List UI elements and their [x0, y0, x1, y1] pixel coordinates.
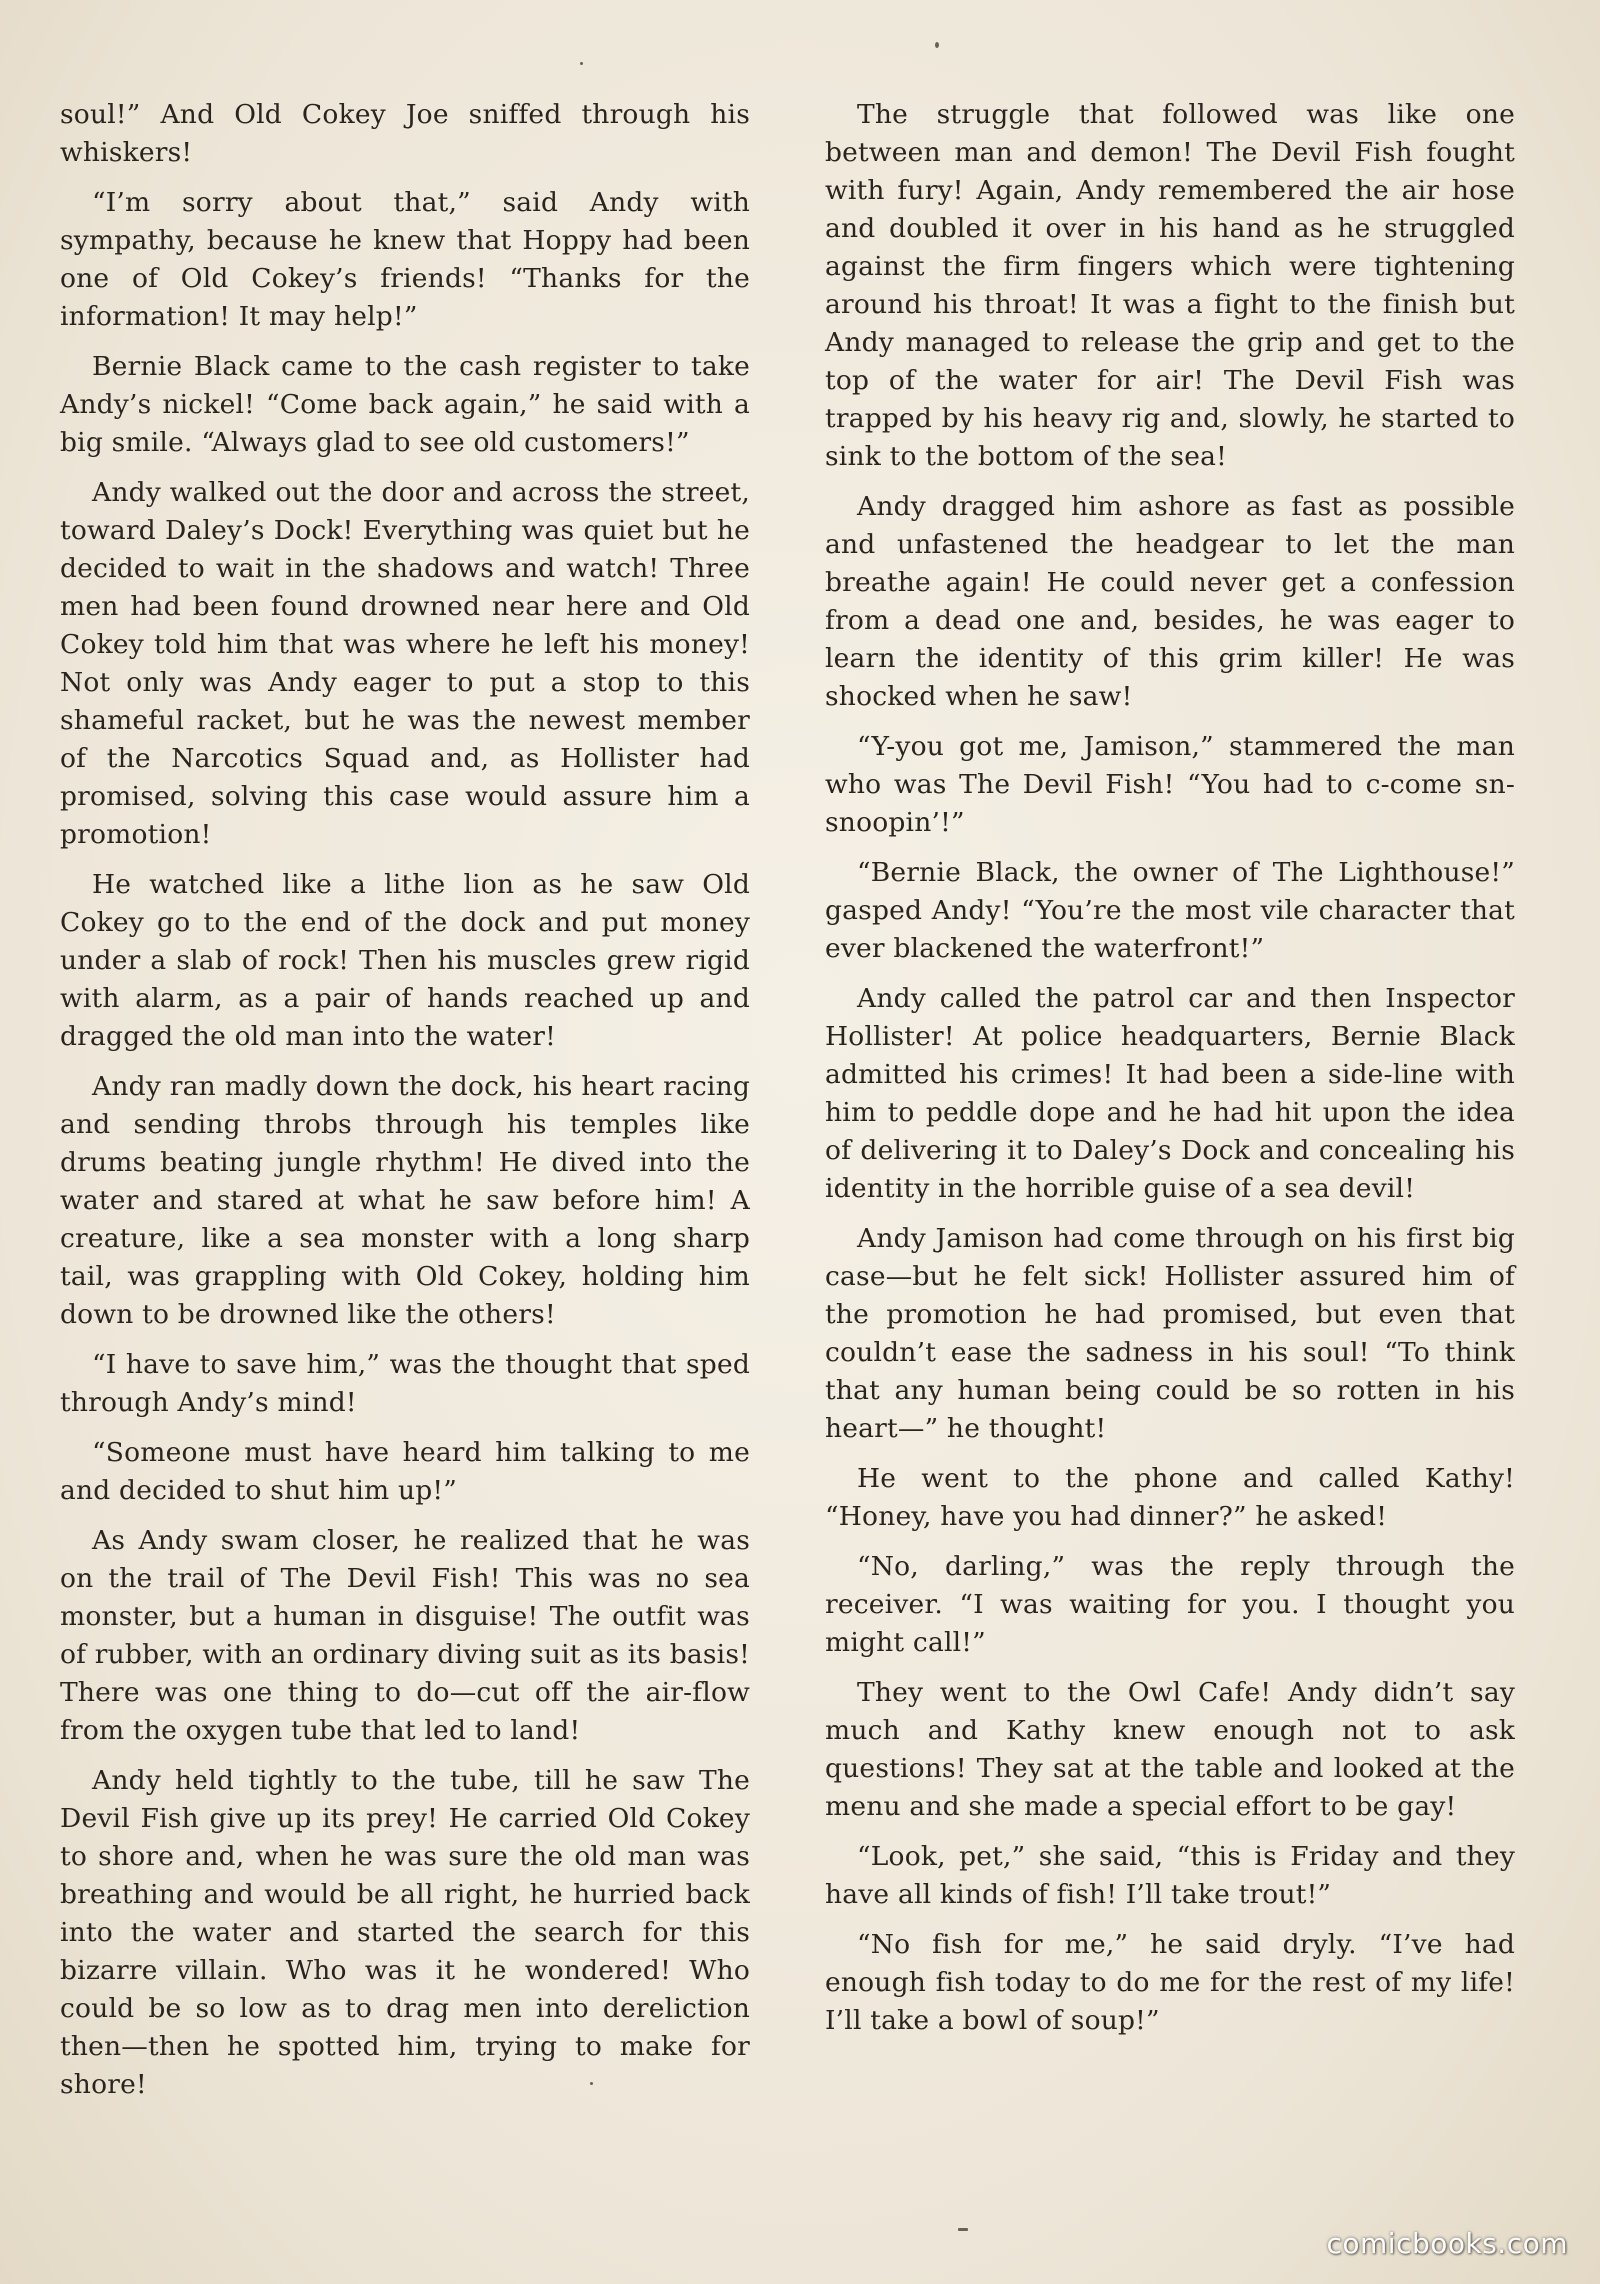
paragraph: “Look, pet,” she said, “this is Friday and they have all kinds of fish! I’ll take trout!” [825, 1841, 1515, 1910]
watermark-logo: comicbooks.com [1326, 2227, 1568, 2260]
print-speck [590, 2082, 593, 2085]
paragraph: Andy Jamison had come through on his first big case—but he felt sick! Hollister assured him of the promotion he had promised, but even that couldn’t ease the sadness in his soul! “To think that any human being could be so rotten in his heart—” he thought! [825, 1223, 1515, 1444]
print-speck [580, 62, 583, 65]
paragraph: “Y-you got me, Jamison,” stammered the man who was The Devil Fish! “You had to c-come sn-snoopin’!” [825, 731, 1515, 838]
paragraph: As Andy swam closer, he realized that he was on the trail of The Devil Fish! This was no sea monster, but a human in disguise! The outfit was of rubber, with an ordinary diving suit as its basis! There was one thing to do—cut off the air-flow from the oxygen tube that led to land! [60, 1525, 750, 1746]
paragraph: “Bernie Black, the owner of The Lighthouse!” gasped Andy! “You’re the most vile character that ever blackened the waterfront!” [825, 857, 1515, 964]
paragraph: Andy dragged him ashore as fast as possible and unfastened the headgear to let the man breathe again! He could never get a confession from a dead one and, besides, he was eager to learn the identity of this grim killer! He was shocked when he saw! [825, 491, 1515, 712]
paragraph: Andy ran madly down the dock, his heart racing and sending throbs through his temples like drums beating jungle rhythm! He dived into the water and stared at what he saw before him! A creature, like a sea monster with a long sharp tail, was grappling with Old Cokey, holding him down to be drowned like the others! [60, 1071, 750, 1330]
paragraph: They went to the Owl Cafe! Andy didn’t say much and Kathy knew enough not to ask questions! They sat at the table and looked at the menu and she made a special effort to be gay! [825, 1677, 1515, 1822]
paragraph: “Someone must have heard him talking to me and decided to shut him up!” [60, 1437, 750, 1506]
paragraph: The struggle that followed was like one between man and demon! The Devil Fish fought with fury! Again, Andy remembered the air hose and doubled it over in his hand as he struggled against the firm fingers which were tightening around his throat! It was a fight to the finish but Andy managed to release the grip and get to the top of the water for air! The Devil Fish was trapped by his heavy rig and, slowly, he started to sink to the bottom of the sea! [825, 99, 1515, 472]
paragraph: “I have to save him,” was the thought that sped through Andy’s mind! [60, 1349, 750, 1418]
paragraph: Andy called the patrol car and then Inspector Hollister! At police headquarters, Bernie Black admitted his crimes! It had been a side-line with him to peddle dope and he had hit upon the idea of delivering it to Daley’s Dock and concealing his identity in the horrible guise of a sea devil! [825, 983, 1515, 1204]
paragraph: He went to the phone and called Kathy! “Honey, have you had dinner?” he asked! [825, 1463, 1515, 1532]
left-text-column [60, 96, 750, 2116]
paragraph: Andy held tightly to the tube, till he saw The Devil Fish give up its prey! He carried Old Cokey to shore and, when he was sure the old man was breathing and would be all right, he hurried back into the water and started the search for this bizarre villain. Who was it he wondered! Who could be so low as to drag men into dereliction then—then he spotted him, trying to make for shore! [60, 1765, 750, 2100]
print-speck [958, 2228, 968, 2231]
right-text-column [825, 96, 1515, 2052]
paragraph: “No, darling,” was the reply through the receiver. “I was waiting for you. I thought you might call!” [825, 1551, 1515, 1658]
paragraph: “I’m sorry about that,” said Andy with sympathy, because he knew that Hoppy had been one of Old Cokey’s friends! “Thanks for the information! It may help!” [60, 187, 750, 332]
paragraph: soul!” And Old Cokey Joe sniffed through his whiskers! [60, 99, 750, 168]
print-speck [935, 42, 939, 48]
paragraph: “No fish for me,” he said dryly. “I’ve had enough fish today to do me for the rest of my life! I’ll take a bowl of soup!” [825, 1929, 1515, 2036]
paragraph: Bernie Black came to the cash register to take Andy’s nickel! “Come back again,” he said with a big smile. “Always glad to see old customers!” [60, 351, 750, 458]
paragraph: Andy walked out the door and across the street, toward Daley’s Dock! Everything was quiet but he decided to wait in the shadows and watch! Three men had been found drowned near here and Old Cokey told him that was where he left his money! Not only was Andy eager to put a stop to this shameful racket, but he was the newest member of the Narcotics Squad and, as Hollister had promised, solving this case would assure him a promotion! [60, 477, 750, 850]
paragraph: He watched like a lithe lion as he saw Old Cokey go to the end of the dock and put money under a slab of rock! Then his muscles grew rigid with alarm, as a pair of hands reached up and dragged the old man into the water! [60, 869, 750, 1052]
